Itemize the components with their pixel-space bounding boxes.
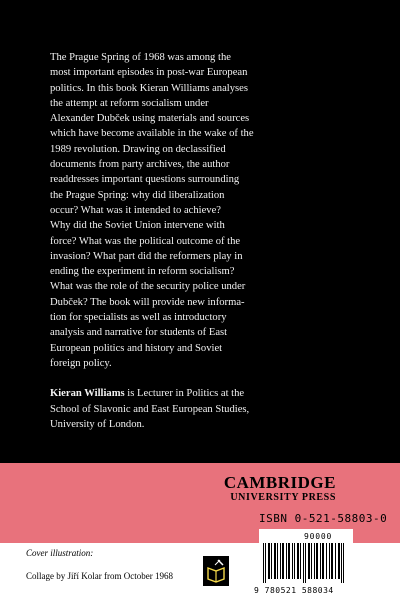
blurb-line: politics. In this book Kieran Williams analyses — [50, 82, 248, 94]
isbn-label: ISBN 0-521-58803-0 — [259, 512, 388, 525]
ean-number: 9 780521 588034 — [254, 586, 334, 595]
author-bio-line — [50, 386, 355, 401]
blurb-line: occur? What was it intended to achieve? — [50, 204, 221, 216]
blurb-line: most important episodes in post-war European — [50, 67, 248, 79]
blurb-line: documents from party archives, the author — [50, 159, 230, 171]
blurb-line: foreign policy. — [50, 357, 112, 369]
publisher-logo-text — [224, 474, 336, 504]
blurb-line: which have become available in the wake of the — [50, 128, 254, 140]
blurb-line: tion for specialists as well as introductory — [50, 312, 227, 324]
blurb-line: Alexander Dubček using materials and sources — [50, 113, 250, 125]
blurb-line: Dubček? The book will provide new informa- — [50, 296, 245, 308]
cover-illustration-credit: Collage by Jiří Kolar from October 1968 — [26, 571, 173, 581]
author-bio-line: University of London. — [50, 418, 145, 430]
author-bio-text: is Lecturer in Politics at the — [124, 388, 245, 400]
blurb-line: European politics and history and Soviet — [50, 342, 223, 354]
blurb-line: readdresses important questions surrounding — [50, 174, 240, 186]
price-code: 90000 — [304, 532, 333, 541]
publisher-subname: UNIVERSITY PRESS — [230, 492, 336, 503]
blurb-line: force? What was the political outcome of the — [50, 235, 241, 247]
blurb-line: Why did the Soviet Union intervene with — [50, 220, 225, 232]
blurb-line: invasion? What part did the reformers play in — [50, 250, 243, 262]
blurb-line: ending the experiment in reform socialism? — [50, 266, 235, 278]
blurb-line: The Prague Spring of 1968 was among the — [50, 52, 231, 63]
blurb-line: the attempt at reform socialism under — [50, 97, 209, 109]
publisher-book-logo-icon — [203, 556, 229, 586]
author-bio-line: School of Slavonic and East European Studies, — [50, 403, 250, 415]
author-name: Kieran Williams — [50, 388, 125, 400]
blurb-line: 1989 revolution. Drawing on declassified — [50, 143, 226, 155]
blurb-line: What was the role of the security police under — [50, 281, 246, 293]
blurb-text — [50, 50, 355, 432]
cover-illustration-label: Cover illustration: — [26, 548, 94, 558]
blurb-line: the Prague Spring: why did liberalization — [50, 189, 225, 201]
blurb-line: analysis and narrative for students of East — [50, 327, 228, 339]
publisher-name: CAMBRIDGE — [223, 473, 336, 492]
